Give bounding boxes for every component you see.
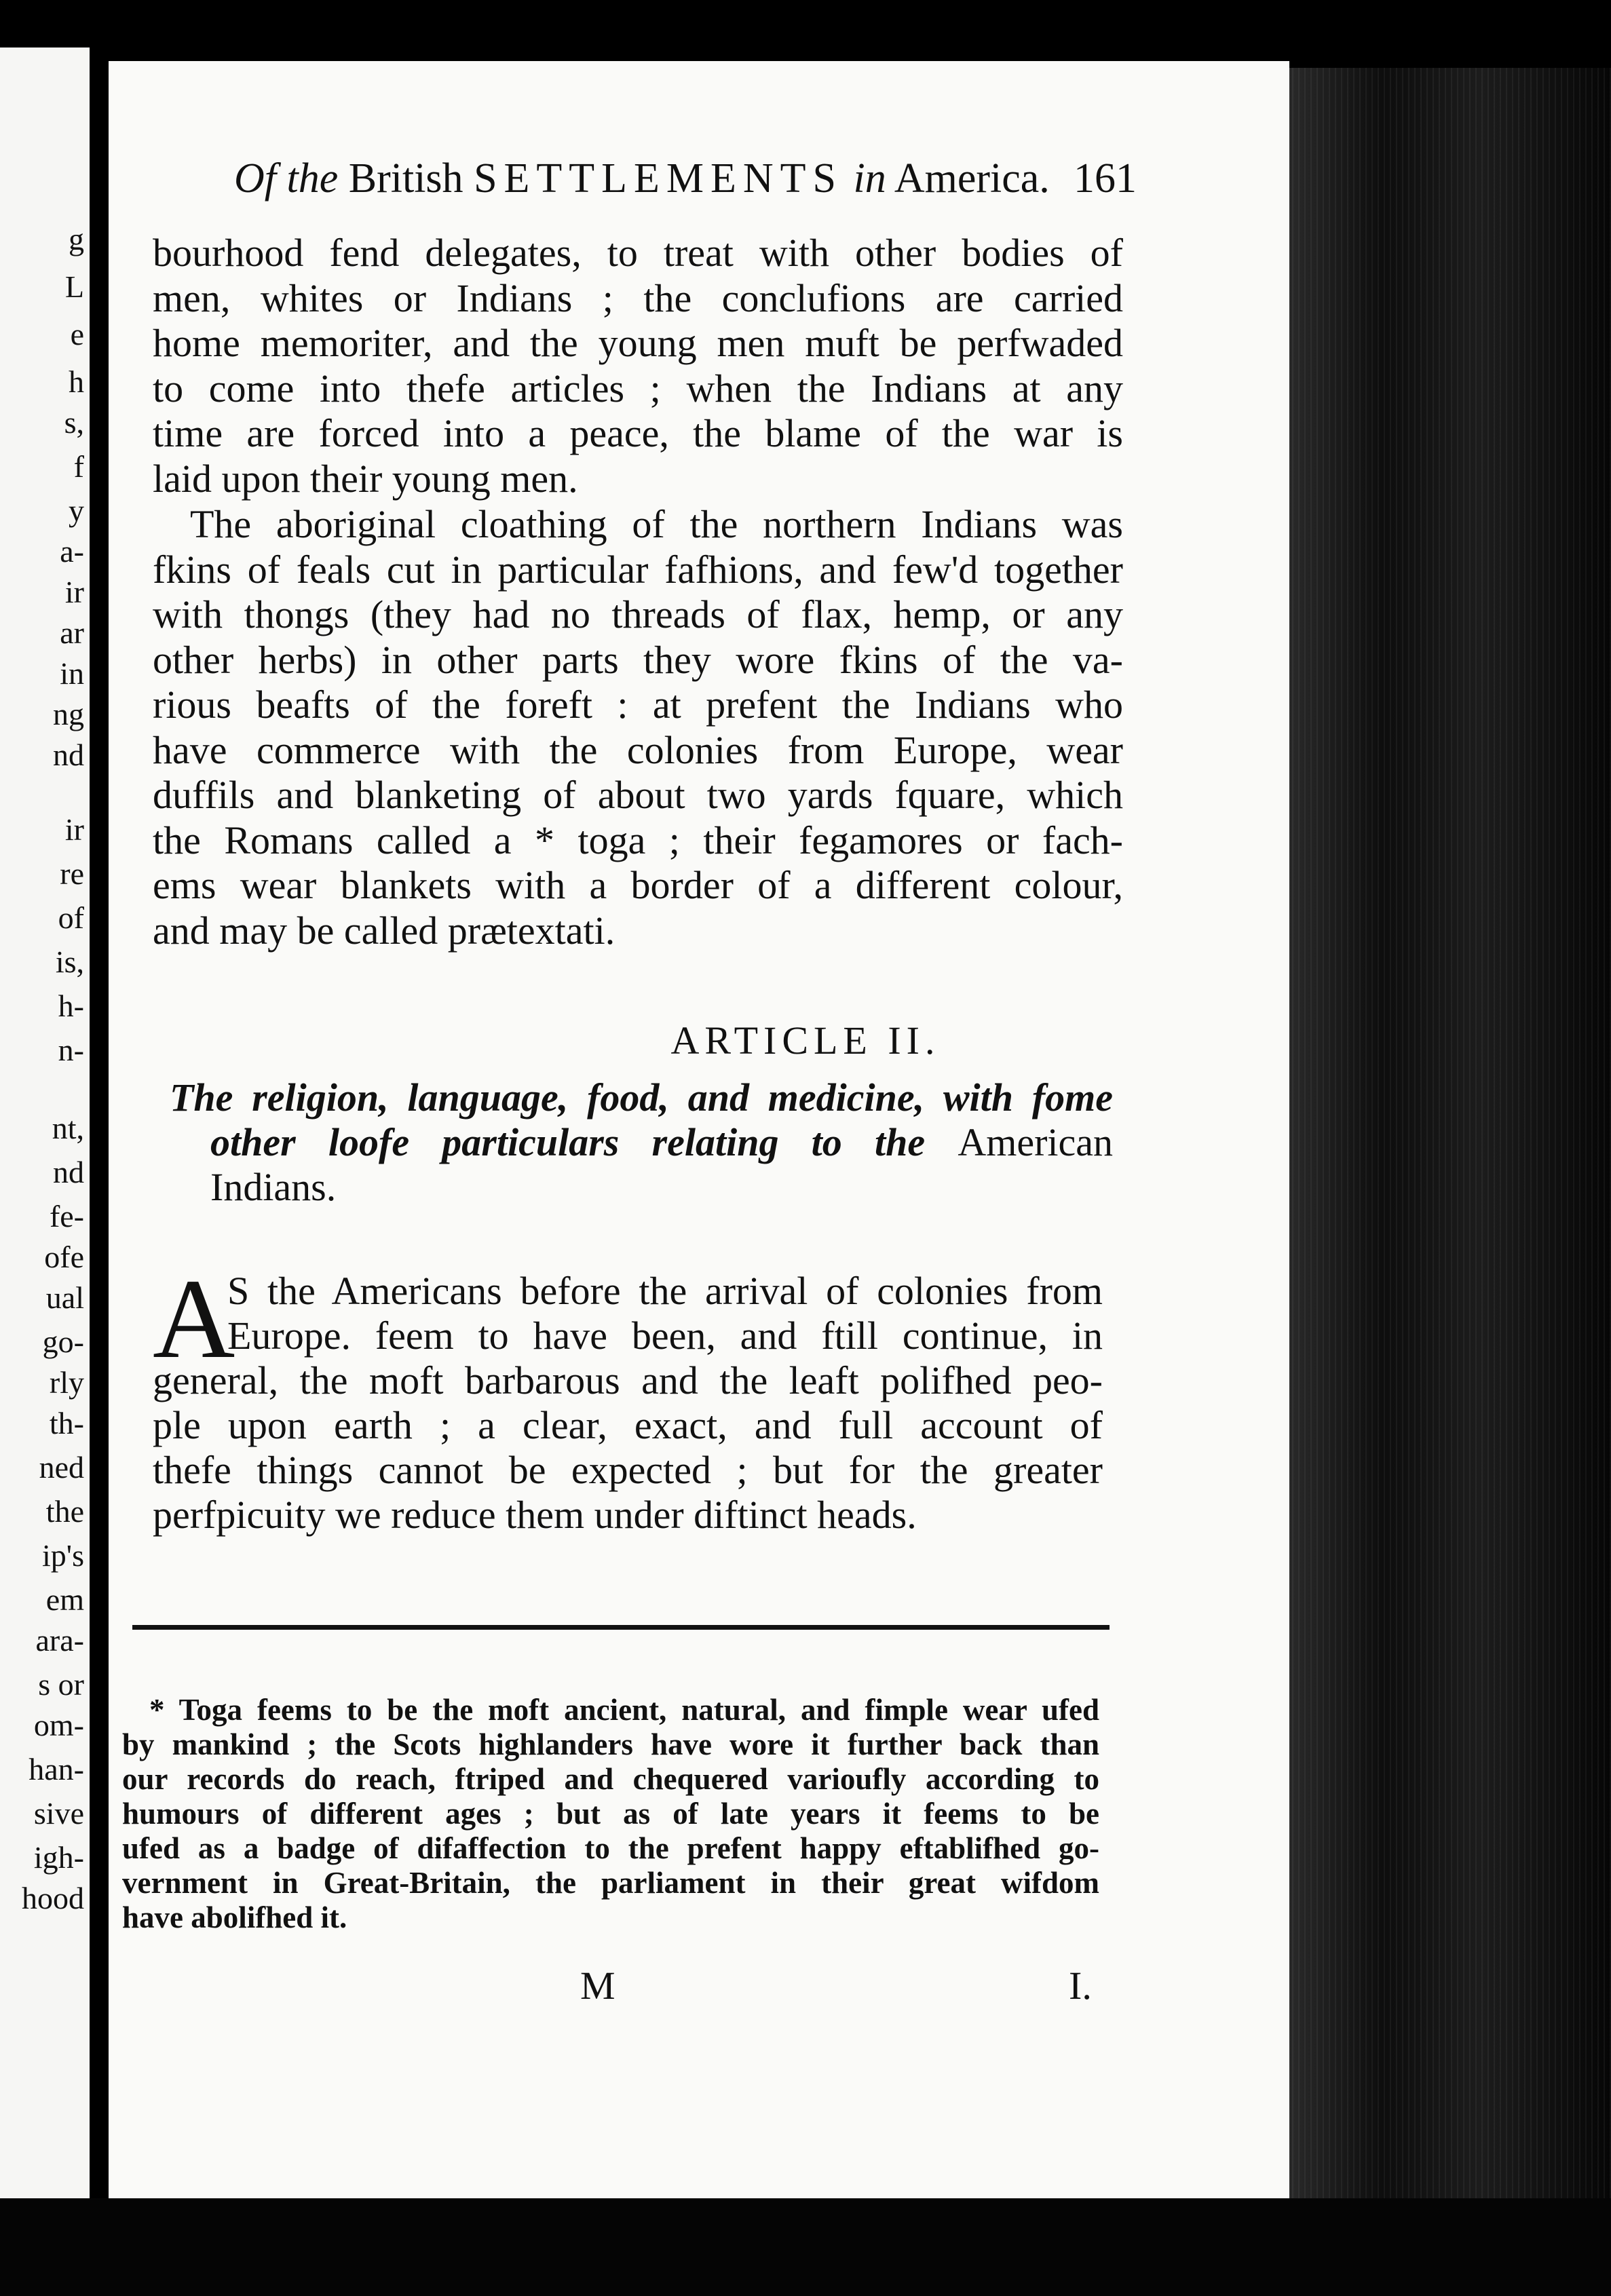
signature-mark: M	[580, 1964, 615, 2008]
page-number: 161	[1074, 155, 1137, 202]
text-line: perfpicuity we reduce them under diftinct heads.	[153, 1493, 917, 1537]
left-margin-fragment: ned	[39, 1450, 84, 1485]
left-margin-fragment: nd	[53, 738, 84, 772]
left-margin-fragment: ir	[64, 812, 84, 847]
left-margin-fragment: ara-	[35, 1623, 84, 1658]
left-margin-fragment: the	[45, 1494, 84, 1529]
text-line: to come into thefe articles ; when the Indians at any	[153, 366, 1123, 410]
left-margin-fragment: s,	[64, 405, 84, 440]
left-margin-fragment: is,	[55, 944, 84, 979]
text-line: men, whites or Indians ; the conclufions are carried	[153, 275, 1123, 320]
footnote	[122, 1693, 1099, 1935]
left-margin-fragment: re	[60, 856, 84, 891]
page-edge-lines	[1286, 68, 1611, 2212]
left-margin-fragment: ng	[53, 697, 84, 731]
left-margin-fragment: h	[69, 364, 84, 399]
header-british: British	[348, 155, 463, 202]
text-line: time are forced into a peace, the blame of the war is	[153, 411, 1123, 455]
left-margin-fragment: nd	[53, 1155, 84, 1189]
footnote-line: have abolifhed it.	[122, 1900, 347, 1934]
left-margin-fragment: rly	[49, 1365, 84, 1400]
body-paragraph	[153, 1269, 1103, 1537]
text-line: duffils and blanketing of about two yards fquare, which	[153, 773, 1123, 817]
footnote-line: * Toga feems to be the moft ancient, natural, and fimple wear ufed	[149, 1693, 1099, 1727]
left-margin-fragment: e	[70, 317, 84, 351]
footnote-rule	[132, 1625, 1110, 1630]
left-margin-fragment: ir	[64, 575, 84, 609]
left-page-fragment	[0, 47, 90, 2246]
left-margin-fragment: f	[73, 449, 84, 484]
left-margin-fragment: ar	[60, 615, 84, 650]
text-line: general, the moft barbarous and the leaft polifhed peo-	[153, 1358, 1103, 1402]
left-margin-fragment: L	[64, 269, 84, 304]
header-settlements: SETTLEMENTS	[474, 155, 844, 202]
text-line: The aboriginal cloathing of the northern Indians was	[190, 502, 1123, 546]
left-margin-fragment: sive	[33, 1796, 84, 1831]
text-line: laid upon their young men.	[153, 456, 578, 501]
left-margin-fragment: em	[45, 1582, 84, 1617]
text-line: other herbs) in other parts they wore fkins of the va-	[153, 637, 1123, 682]
running-header	[234, 155, 1137, 203]
header-in: in	[853, 155, 886, 202]
text-line: S the Americans before the arrival of colonies from	[227, 1269, 1103, 1313]
summary-roman-word: American	[958, 1120, 1114, 1164]
left-margin-fragment: y	[69, 493, 84, 528]
left-margin-fragment: om-	[33, 1708, 84, 1742]
footnote-line: ufed as a badge of difaffection to the prefent happy eftablifhed go-	[122, 1831, 1099, 1865]
text-line: rious beafts of the foreft : at prefent the Indians who	[153, 683, 1123, 727]
left-margin-fragment: ual	[45, 1280, 84, 1315]
drop-cap: A	[153, 1256, 235, 1382]
text-line: thefe things cannot be expected ; but for the greater	[153, 1448, 1103, 1492]
text-line: home memoriter, and the young men muft be perfwaded	[153, 321, 1123, 365]
left-margin-fragment: in	[60, 656, 84, 691]
left-margin-fragment: ofe	[44, 1240, 84, 1274]
text-line: Europe. feem to have been, and ftill continue, in	[227, 1314, 1103, 1358]
article-summary	[170, 1075, 1113, 1210]
footnote-line: humours of different ages ; but as of late years it feems to be	[122, 1797, 1099, 1831]
header-america: America.	[894, 155, 1050, 202]
left-margin-fragment: n-	[58, 1033, 84, 1067]
text-line: the Romans called a * toga ; their fegamores or fach-	[153, 818, 1123, 862]
summary-line: The religion, language, food, and medicine, with fome	[170, 1075, 1113, 1120]
left-margin-fragment: of	[58, 900, 84, 935]
text-line: and may be called prætextati.	[153, 908, 615, 953]
bottom-shadow	[0, 2198, 1611, 2296]
summary-line: Indians.	[210, 1165, 337, 1209]
footnote-line: vernment in Great-Britain, the parliament in their great wifdom	[122, 1866, 1099, 1900]
text-line: ems wear blankets with a border of a different colour,	[153, 863, 1123, 907]
left-margin-fragment: igh-	[33, 1840, 84, 1875]
summary-italic: other loofe particulars relating to the	[210, 1120, 926, 1164]
left-margin-fragment: th-	[49, 1406, 84, 1440]
catchword: I.	[1069, 1964, 1092, 2008]
header-prefix: Of the	[234, 155, 339, 202]
article-heading: ARTICLE II.	[670, 1018, 941, 1063]
left-margin-fragment: g	[69, 222, 84, 256]
left-margin-fragment: s or	[38, 1667, 84, 1702]
paragraph-2	[153, 502, 1123, 953]
left-margin-fragment: ip's	[42, 1538, 84, 1573]
text-line: bourhood fend delegates, to treat with other bodies of	[153, 231, 1123, 275]
left-margin-fragment: h-	[58, 989, 84, 1023]
text-line: have commerce with the colonies from Europe, wear	[153, 727, 1123, 772]
left-margin-fragment: nt,	[52, 1111, 84, 1145]
paragraph-1	[153, 231, 1123, 501]
text-line: fkins of feals cut in particular fafhions, and few'd together	[153, 547, 1123, 592]
text-line: with thongs (they had no threads of flax, hemp, or any	[153, 592, 1123, 636]
left-margin-fragment: a-	[60, 534, 84, 569]
summary-line	[170, 1120, 1113, 1165]
footnote-line: by mankind ; the Scots highlanders have wore it further back than	[122, 1727, 1099, 1761]
left-margin-fragment: fe-	[49, 1199, 84, 1233]
text-line: ple upon earth ; a clear, exact, and full account of	[153, 1403, 1103, 1447]
footnote-line: our records do reach, ftriped and chequered varioufly according to	[122, 1762, 1099, 1796]
left-margin-fragment: go-	[42, 1324, 84, 1359]
left-margin-fragment: han-	[29, 1752, 84, 1786]
left-margin-fragment: hood	[22, 1881, 84, 1915]
